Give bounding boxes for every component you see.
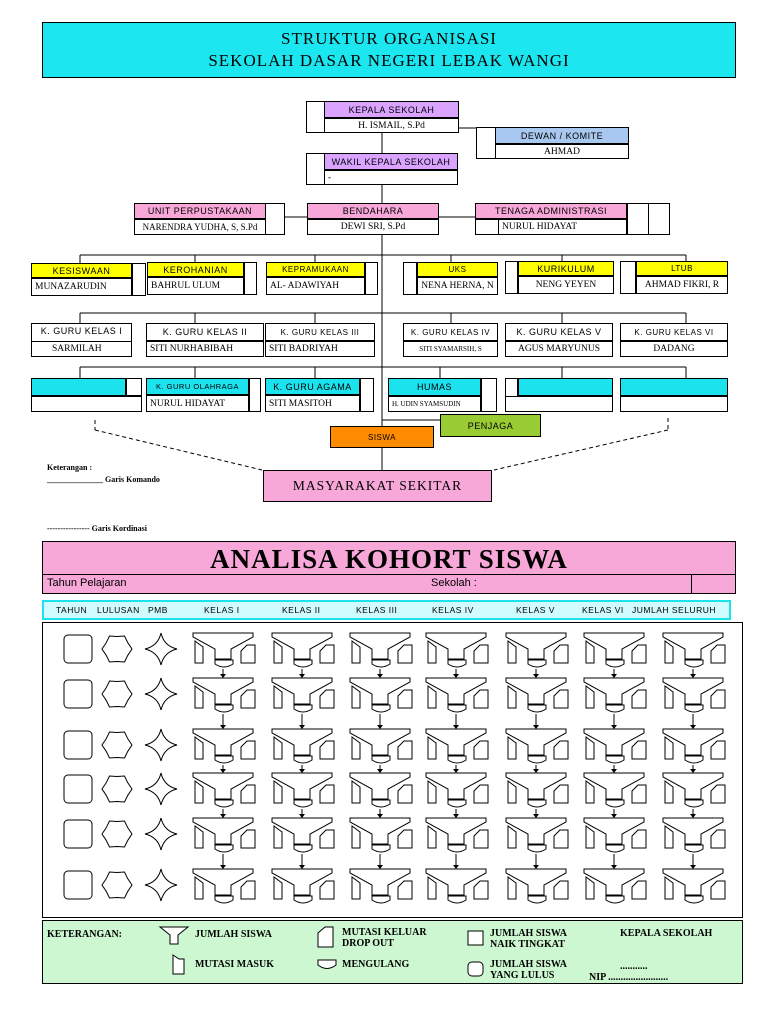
mengulang-icon [316,957,340,973]
kepala-label: KEPALA SEKOLAH [324,101,459,118]
tahun-box [64,731,92,759]
funnel-icon [158,924,192,946]
cell-arrow-head [533,769,539,773]
lulusan-shape [102,776,132,802]
cell-mengulang [372,845,390,852]
cell-mengulang [215,800,233,807]
extra-cyan-box-2 [518,378,613,396]
cell-mengulang [294,845,312,852]
header-lulusan: LULUSAN [97,605,140,615]
unit-kepramukaan-name: AL- ADAWIYAH [266,277,365,295]
cell-mutasi-keluar [632,830,646,848]
humas-side [481,378,497,412]
cell-mutasi-masuk [352,877,360,899]
guru-agama-name: SITI MASITOH [265,395,360,412]
cell-arrow-head [611,725,617,729]
cell-mutasi-masuk [665,737,673,759]
legend-naik-1: JUMLAH SISWA [490,928,567,939]
cell-mutasi-keluar [632,690,646,708]
cell-mutasi-keluar [554,690,568,708]
cell-mutasi-masuk [428,781,436,803]
siswa-box: SISWA [330,426,434,448]
cell-mengulang [448,705,466,712]
unit-kesiswaan-name: MUNAZARUDIN [31,278,132,296]
unit-kepramukaan-label: KEPRAMUKAAN [266,262,365,277]
unit-kepramukaan-side [365,262,378,295]
cell-arrow-head [611,814,617,818]
cell-mengulang [528,756,546,763]
humas-name: H. UDIN SYAMSUDIN [388,396,481,412]
cell-mutasi-masuk [352,641,360,663]
cell-mutasi-keluar [554,645,568,663]
cell-mengulang [448,660,466,667]
legend-naik-2: NAIK TINGKAT [490,939,565,950]
cell-mutasi-keluar [398,785,412,803]
cell-mutasi-keluar [632,645,646,663]
cell-arrow-head [690,865,696,869]
dewan-side-box [476,127,496,159]
cell-mutasi-masuk [352,826,360,848]
cell-mengulang [215,660,233,667]
legend-lulus-1: JUMLAH SISWA [490,959,567,970]
unit-kerohanian-name: BAHRUL ULUM [147,277,244,295]
unit-ltub-label: LTUB [636,261,728,276]
kohort-title: ANALISA KOHORT SISWA [42,541,736,575]
cell-mutasi-keluar [241,741,255,759]
cell-arrow-head [533,725,539,729]
kepala-side-box [306,101,325,133]
tenaga-side-box-3 [648,203,670,235]
perpus-label: UNIT PERPUSTAKAAN [134,203,266,219]
cell-arrow-head [690,814,696,818]
legend-mutasi-keluar-2: DROP OUT [342,938,394,949]
pmb-star [145,773,177,805]
guru-agama-label: K. GURU AGAMA [265,378,360,395]
cell-mutasi-masuk [274,686,282,708]
kohort-grid [42,622,743,918]
cell-mutasi-masuk [195,686,203,708]
cell-mengulang [606,705,624,712]
cell-arrow-head [611,674,617,678]
cell-arrow-head [377,865,383,869]
cell-mutasi-keluar [711,785,725,803]
cell-mutasi-keluar [241,690,255,708]
guru-kelas-3-name: SITI BADRIYAH [265,341,375,357]
cell-mutasi-masuk [195,826,203,848]
bendahara-name: DEWI SRI, S.Pd [307,219,439,235]
cell-mutasi-keluar [320,881,334,899]
agama-side [360,378,374,412]
garis-kordinasi-note: ---------------- Garis Kordinasi [47,524,147,533]
legend-kepala-sekolah: KEPALA SEKOLAH [620,928,713,939]
cell-mutasi-masuk [508,641,516,663]
cell-mutasi-keluar [474,785,488,803]
cell-mutasi-masuk [274,877,282,899]
cell-mengulang [215,756,233,763]
dewan-name: AHMAD [495,144,629,159]
cell-arrow-head [299,865,305,869]
cell-mengulang [294,800,312,807]
cell-mengulang [528,705,546,712]
cell-mutasi-keluar [320,645,334,663]
cell-mutasi-masuk [428,737,436,759]
header-tahun: TAHUN [56,605,88,615]
kohort-header-row [42,600,731,620]
cell-mutasi-keluar [632,741,646,759]
cell-mutasi-masuk [508,686,516,708]
cell-mutasi-keluar [554,785,568,803]
cell-arrow-head [611,769,617,773]
guru-kelas-2-label: K. GURU KELAS II [146,323,264,341]
cell-mutasi-keluar [241,645,255,663]
guru-kelas-5-name: AGUS MARYUNUS [505,341,613,357]
kohort-info-bar [42,575,736,594]
cell-mutasi-masuk [586,737,594,759]
unit-ltub-side [620,261,636,294]
cell-mutasi-masuk [274,781,282,803]
cell-mengulang [215,845,233,852]
legend-nip: NIP ........................ [589,972,669,983]
tenaga-name: NURUL HIDAYAT [498,219,627,235]
cell-arrow-head [220,814,226,818]
perpus-name: NARENDRA YUDHA, S, S.Pd [134,219,266,235]
cell-mengulang [685,845,703,852]
cell-mutasi-masuk [428,826,436,848]
kohort-legend [42,920,743,984]
cell-mutasi-masuk [352,781,360,803]
tahun-box [64,871,92,899]
humas-label: HUMAS [388,378,481,396]
cell-mutasi-masuk [508,737,516,759]
lulusan-shape [102,872,132,898]
cell-mutasi-masuk [195,781,203,803]
cell-mutasi-keluar [554,830,568,848]
cell-mengulang [215,705,233,712]
cell-mutasi-keluar [241,785,255,803]
cell-mengulang [685,756,703,763]
cell-mengulang [294,705,312,712]
cell-mutasi-masuk [586,877,594,899]
org-title-line2: SEKOLAH DASAR NEGERI LEBAK WANGI [208,51,570,70]
cell-mengulang [372,896,390,903]
unit-uks-side [403,262,417,295]
cell-mutasi-masuk [586,686,594,708]
keterangan-note: Keterangan : [47,463,93,472]
cell-mengulang [372,756,390,763]
extra-cyan-box-1 [31,378,126,396]
extra-white-box-3 [620,396,728,412]
pmb-star [145,729,177,761]
guru-olahraga-name: NURUL HIDAYAT [146,395,249,412]
cell-mengulang [685,705,703,712]
guru-kelas-1-name: SARMILAH [31,341,132,357]
guru-kelas-2-name: SITI NURHABIBAH [146,341,264,357]
cell-arrow-head [690,769,696,773]
cell-arrow-head [690,674,696,678]
cell-arrow-head [453,674,459,678]
tenaga-side-box-2 [627,203,649,235]
cell-arrow-head [299,725,305,729]
unit-kerohanian-side [244,262,257,295]
cell-arrow-head [299,674,305,678]
pmb-star [145,818,177,850]
cell-mutasi-masuk [586,641,594,663]
cell-mengulang [528,896,546,903]
guru-kelas-1-label: K. GURU KELAS I [31,323,132,342]
cell-mengulang [372,800,390,807]
unit-kesiswaan-label: KESISWAAN [31,263,132,278]
cell-mutasi-masuk [274,641,282,663]
cell-mengulang [372,705,390,712]
cell-mengulang [448,800,466,807]
tahun-pelajaran-label: Tahun Pelajaran [47,577,127,589]
unit-kerohanian-label: KEROHANIAN [147,262,244,277]
extra-side-box-1 [126,378,142,396]
cell-mutasi-keluar [711,830,725,848]
cell-mutasi-masuk [665,641,673,663]
cell-mutasi-masuk [352,737,360,759]
cell-mengulang [294,896,312,903]
header-pmb: PMB [148,605,168,615]
cell-arrow-head [690,725,696,729]
legend-keterangan: KETERANGAN: [47,929,123,940]
naik-tingkat-icon [466,929,486,947]
cell-arrow-head [220,725,226,729]
olahraga-side [249,378,261,412]
cell-arrow-head [220,865,226,869]
cell-mutasi-keluar [474,690,488,708]
header-kelas-5: KELAS V [516,605,555,615]
header-jumlah-seluruh: JUMLAH SELURUH [632,605,716,615]
cell-mutasi-keluar [398,830,412,848]
cell-mutasi-keluar [711,881,725,899]
cell-mutasi-keluar [398,881,412,899]
cell-mutasi-masuk [428,686,436,708]
cell-mengulang [448,756,466,763]
cell-mutasi-keluar [320,785,334,803]
cell-mutasi-keluar [320,690,334,708]
cell-arrow-head [220,674,226,678]
cell-arrow-head [220,769,226,773]
cell-mutasi-masuk [352,686,360,708]
legend-mengulang: MENGULANG [342,959,410,970]
cell-mutasi-masuk [665,686,673,708]
cell-arrow-head [299,814,305,818]
cell-arrow-head [533,814,539,818]
tahun-box [64,775,92,803]
cell-mutasi-masuk [195,877,203,899]
legend-mutasi-keluar-1: MUTASI KELUAR [342,927,427,938]
guru-kelas-3-label: K. GURU KELAS III [265,323,375,341]
dewan-label: DEWAN / KOMITE [495,127,629,144]
cell-arrow-head [453,865,459,869]
cell-mutasi-keluar [474,645,488,663]
legend-dots: ........... [620,961,648,972]
penjaga-box: PENJAGA [440,414,541,437]
tahun-box [64,635,92,663]
cell-mutasi-keluar [398,645,412,663]
cell-mutasi-masuk [428,641,436,663]
cell-mengulang [685,800,703,807]
extra-cyan-box-3 [620,378,728,396]
tenaga-side-box [475,219,499,235]
cell-mutasi-masuk [586,826,594,848]
lulusan-shape [102,732,132,758]
cell-mutasi-keluar [320,830,334,848]
cell-mutasi-keluar [711,690,725,708]
cell-mengulang [606,800,624,807]
cell-mutasi-keluar [320,741,334,759]
guru-kelas-4-name: SITI SYAMARSIH, S [403,341,498,357]
cell-mengulang [606,896,624,903]
header-kelas-3: KELAS III [356,605,398,615]
cell-mengulang [528,800,546,807]
lulusan-shape [102,681,132,707]
extra-white-box-1 [31,396,142,412]
cell-mutasi-masuk [274,737,282,759]
cell-mengulang [528,845,546,852]
masyarakat-box: MASYARAKAT SEKITAR [263,470,492,502]
cell-mutasi-keluar [398,690,412,708]
mutasi-keluar-icon [315,925,337,949]
guru-olahraga-label: K. GURU OLAHRAGA [146,378,249,395]
cell-arrow-head [533,674,539,678]
unit-uks-name: NENA HERNA, N [417,277,498,295]
cell-mutasi-masuk [665,781,673,803]
header-kelas-4: KELAS IV [432,605,474,615]
cell-mutasi-masuk [665,826,673,848]
cell-mengulang [528,660,546,667]
lulusan-shape [102,821,132,847]
perpus-side-box [265,203,285,235]
unit-kurikulum-label: KURIKULUM [518,261,614,276]
guru-kelas-6-name: DADANG [620,341,728,357]
pmb-star [145,678,177,710]
cell-mutasi-masuk [665,877,673,899]
cell-arrow-head [453,769,459,773]
header-kelas-1: KELAS I [204,605,240,615]
cell-mengulang [685,896,703,903]
cell-mutasi-keluar [241,881,255,899]
cell-mutasi-keluar [554,741,568,759]
unit-uks-label: UKS [417,262,498,277]
cell-mengulang [372,660,390,667]
cell-mutasi-keluar [398,741,412,759]
yang-lulus-icon [466,960,486,978]
cell-arrow-head [377,769,383,773]
cell-mutasi-keluar [632,881,646,899]
cell-mutasi-masuk [274,826,282,848]
kepala-name: H. ISMAIL, S.Pd [324,118,459,133]
info-bar-divider [691,575,692,594]
cell-mutasi-keluar [711,741,725,759]
tenaga-label: TENAGA ADMINISTRASI [475,203,627,219]
cell-mutasi-masuk [195,641,203,663]
wakil-side-box [306,153,325,185]
lulusan-shape [102,636,132,662]
cell-mutasi-masuk [508,826,516,848]
mutasi-masuk-icon [171,953,187,977]
cell-mutasi-masuk [195,737,203,759]
cell-mengulang [606,660,624,667]
cell-mutasi-keluar [632,785,646,803]
cell-mutasi-keluar [554,881,568,899]
unit-ltub-name: AHMAD FIKRI, R [636,276,728,294]
cell-mengulang [606,756,624,763]
bendahara-label: BENDAHARA [307,203,439,219]
tahun-box [64,820,92,848]
guru-kelas-5-label: K. GURU KELAS V [505,323,613,341]
cell-mengulang [294,660,312,667]
unit-kurikulum-name: NENG YEYEN [518,276,614,294]
cell-mengulang [448,845,466,852]
guru-kelas-4-label: K. GURU KELAS IV [403,323,498,341]
cell-mutasi-masuk [508,877,516,899]
tahun-box [64,680,92,708]
cell-mutasi-keluar [241,830,255,848]
cell-mutasi-keluar [711,645,725,663]
cell-arrow-head [377,814,383,818]
kohort-diagram [43,623,744,919]
cell-arrow-head [377,725,383,729]
cell-arrow-head [453,725,459,729]
org-title-banner [42,22,736,78]
cell-arrow-head [377,674,383,678]
cell-mengulang [685,660,703,667]
cell-mengulang [606,845,624,852]
cell-arrow-head [453,814,459,818]
legend-jumlah-siswa: JUMLAH SISWA [195,929,272,940]
sekolah-label: Sekolah : [431,577,477,589]
extra-white-box-2 [505,396,613,412]
cell-mutasi-keluar [474,741,488,759]
cell-mutasi-keluar [474,881,488,899]
header-kelas-2: KELAS II [282,605,321,615]
unit-kurikulum-side [505,261,518,294]
cell-arrow-head [533,865,539,869]
wakil-label: WAKIL KEPALA SEKOLAH [324,153,458,170]
cell-mutasi-masuk [428,877,436,899]
wakil-name: - [324,170,458,185]
legend-lulus-2: YANG LULUS [490,970,555,981]
pmb-star [145,869,177,901]
cell-mengulang [215,896,233,903]
pmb-star [145,633,177,665]
header-kelas-6: KELAS VI [582,605,624,615]
org-title-line1: STRUKTUR ORGANISASI [281,29,497,48]
unit-kesiswaan-side [132,263,146,296]
cell-mutasi-masuk [586,781,594,803]
cell-mutasi-masuk [508,781,516,803]
cell-arrow-head [611,865,617,869]
cell-mengulang [294,756,312,763]
cell-arrow-head [299,769,305,773]
cell-mengulang [448,896,466,903]
guru-kelas-6-label: K. GURU KELAS VI [620,323,728,341]
garis-komando-note: ______________ Garis Komando [47,475,160,484]
legend-mutasi-masuk: MUTASI MASUK [195,959,274,970]
cell-mutasi-keluar [474,830,488,848]
